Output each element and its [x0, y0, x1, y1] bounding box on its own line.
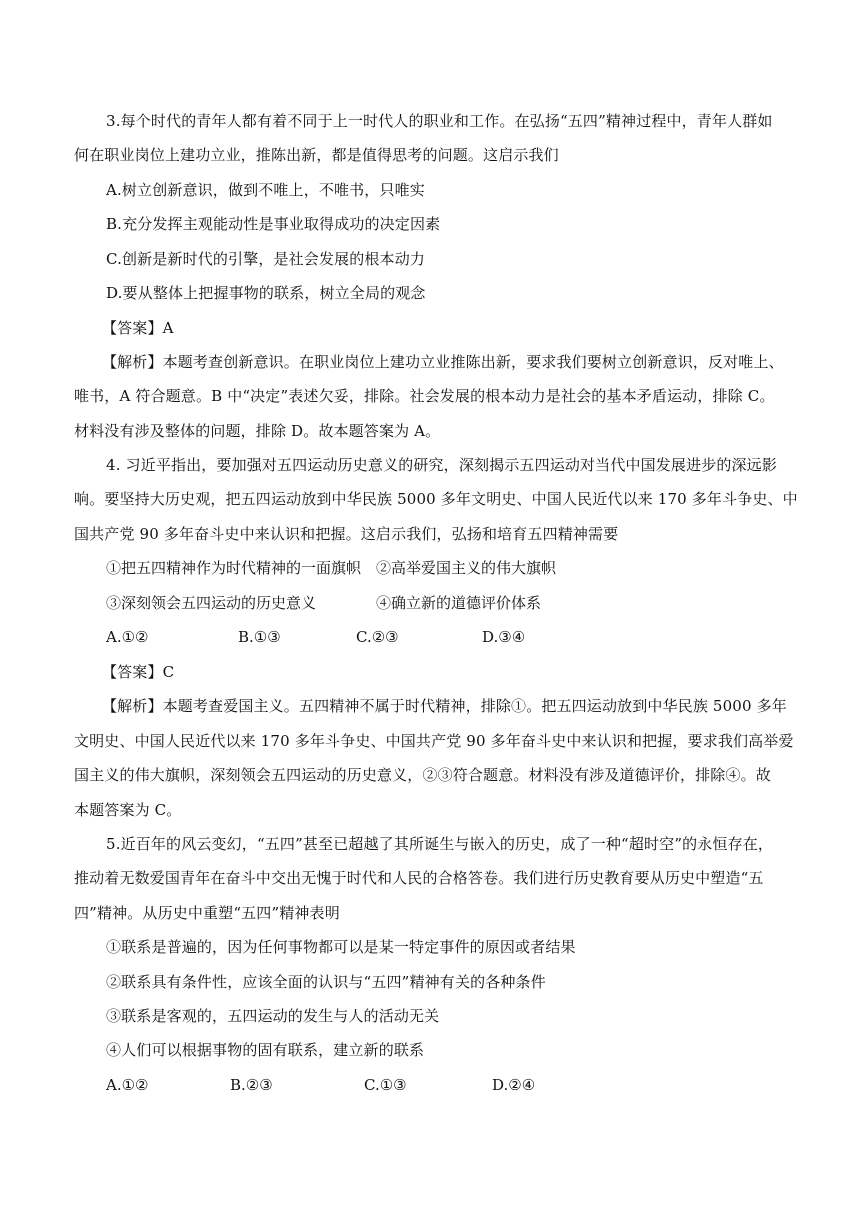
q3-analysis-line-1: 【解析】本题考查创新意识。在职业岗位上建功立业推陈出新，要求我们要树立创新意识，反对唯上、	[102, 353, 784, 371]
q5-stem-line-2: 推动着无数爱国青年在奋斗中交出无愧于时代和人民的合格答卷。我们进行历史教育要从历史中塑造“五	[74, 869, 764, 887]
q4-option-c: C.②③	[356, 628, 399, 646]
q4-analysis-line-2: 文明史、中国人民近代以来 170 多年斗争史、中国共产党 90 多年奋斗史中来认识和把握，要求我们高举爱	[74, 732, 794, 750]
q5-item-2: ②联系具有条件性，应该全面的认识与“五四”精神有关的各种条件	[106, 973, 546, 991]
q4-items-row-2	[106, 593, 766, 613]
q3-option-c: C.创新是新时代的引擎，是社会发展的根本动力	[106, 250, 426, 268]
q4-analysis-line-1: 【解析】本题考查爱国主义。五四精神不属于时代精神，排除①。把五四运动放到中华民族 5000 多年	[102, 697, 787, 715]
q4-option-b: B.①③	[238, 628, 281, 646]
q4-stem-line-2: 响。要坚持大历史观，把五四运动放到中华民族 5000 多年文明史、中国人民近代以来 170 多年斗争史、中	[74, 490, 798, 508]
q4-item-1: ①把五四精神作为时代精神的一面旗帜	[106, 559, 362, 577]
q4-item-3: ③深刻领会五四运动的历史意义	[106, 594, 317, 612]
q5-option-c: C.①③	[364, 1076, 407, 1094]
q5-option-b: B.②③	[230, 1076, 273, 1094]
q4-options-row	[106, 627, 766, 647]
q5-options-row	[106, 1075, 766, 1095]
q4-answer: 【答案】C	[102, 663, 175, 681]
q5-stem-line-1: 5.近百年的风云变幻，“五四”甚至已超越了其所诞生与嵌入的历史，成了一种“超时空”的永恒存在，	[106, 835, 774, 853]
q4-item-2: ②高举爱国主义的伟大旗帜	[376, 559, 557, 577]
q3-option-a: A.树立创新意识，做到不唯上，不唯书，只唯实	[106, 181, 425, 199]
q5-item-4: ④人们可以根据事物的固有联系，建立新的联系	[106, 1041, 425, 1059]
q3-stem-line-1: 3.每个时代的青年人都有着不同于上一时代人的职业和工作。在弘扬“五四”精神过程中，青年人群如	[106, 112, 773, 130]
q3-option-b: B.充分发挥主观能动性是事业取得成功的决定因素	[106, 215, 441, 233]
q5-option-d: D.②④	[492, 1076, 536, 1094]
q3-analysis-line-3: 材料没有涉及整体的问题，排除 D。故本题答案为 A。	[74, 422, 441, 440]
q5-option-a: A.①②	[106, 1076, 149, 1094]
q4-analysis-line-3: 国主义的伟大旗帜，深刻领会五四运动的历史意义，②③符合题意。材料没有涉及道德评价，排除④。故	[74, 766, 771, 784]
q4-option-a: A.①②	[106, 628, 149, 646]
q4-analysis-line-4: 本题答案为 C。	[74, 801, 182, 819]
q4-items-row-1	[106, 558, 766, 578]
q5-item-3: ③联系是客观的，五四运动的发生与人的活动无关	[106, 1007, 440, 1025]
q3-stem-line-2: 何在职业岗位上建功立业，推陈出新，都是值得思考的问题。这启示我们	[74, 146, 559, 164]
q3-analysis-line-2: 唯书，A 符合题意。B 中“决定”表述欠妥，排除。社会发展的根本动力是社会的基本矛盾运动，排除 C。	[74, 387, 775, 405]
q3-answer: 【答案】A	[102, 319, 174, 337]
q5-item-1: ①联系是普遍的，因为任何事物都可以是某一特定事件的原因或者结果	[106, 938, 576, 956]
q5-stem-line-3: 四”精神。从历史中重塑“五四”精神表明	[74, 904, 340, 922]
q4-stem-line-1: 4. 习近平指出，要加强对五四运动历史意义的研究，深刻揭示五四运动对当代中国发展进步的深远影	[106, 456, 777, 474]
q4-option-d: D.③④	[482, 628, 526, 646]
q3-option-d: D.要从整体上把握事物的联系，树立全局的观念	[106, 284, 426, 302]
q4-item-4: ④确立新的道德评价体系	[376, 594, 542, 612]
q4-stem-line-3: 国共产党 90 多年奋斗史中来认识和把握。这启示我们，弘扬和培育五四精神需要	[74, 525, 619, 543]
